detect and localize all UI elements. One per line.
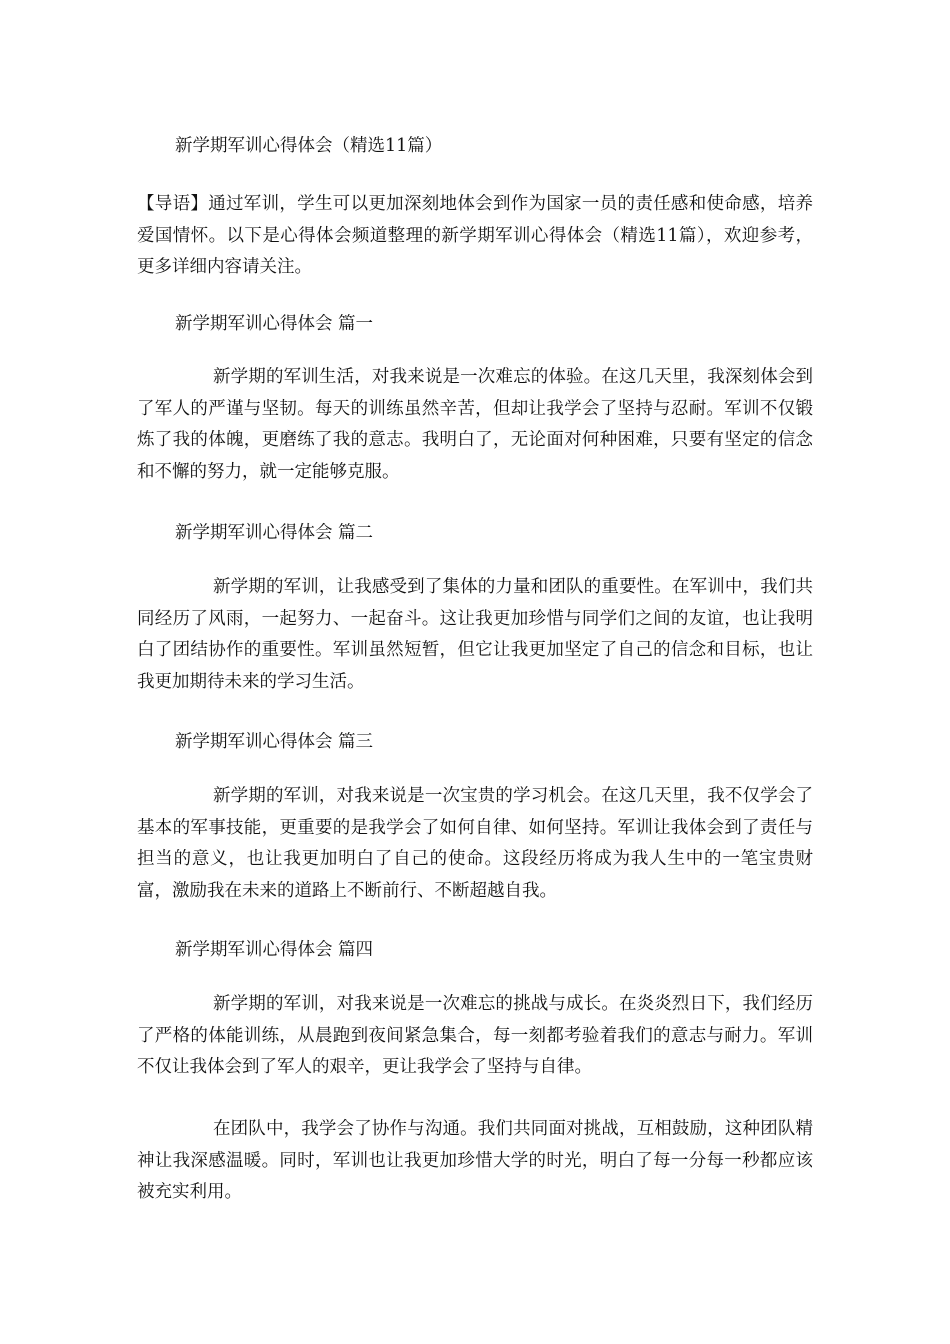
document-title: 新学期军训心得体会（精选11篇）	[175, 136, 443, 156]
section-3-paragraph-1: 新学期的军训，对我来说是一次宝贵的学习机会。在这几天里，我不仅学会了基本的军事技能，更重要的是我学会了如何自律、如何坚持。军训让我体会到了责任与担当的意义，也让我更加明白了自己的使命。这段经历将成为我人生中的一笔宝贵财富，激励我在未来的道路上不断前行、不断超越自我。	[137, 786, 813, 901]
section-heading-4: 新学期军训心得体会 篇四	[175, 940, 374, 960]
section-2-paragraph-1: 新学期的军训，让我感受到了集体的力量和团队的重要性。在军训中，我们共同经历了风雨，一起努力、一起奋斗。这让我更加珍惜与同学们之间的友谊，也让我明白了团结协作的重要性。军训虽然短暂，但它让我更加坚定了自己的信念和目标，也让我更加期待未来的学习生活。	[137, 577, 813, 692]
section-4-paragraph-2: 在团队中，我学会了协作与沟通。我们共同面对挑战，互相鼓励，这种团队精神让我深感温暖。同时，军训也让我更加珍惜大学的时光，明白了每一分每一秒都应该被充实利用。	[137, 1119, 813, 1202]
section-heading-2: 新学期军训心得体会 篇二	[175, 523, 374, 543]
section-1-paragraph-1: 新学期的军训生活，对我来说是一次难忘的体验。在这几天里，我深刻体会到了军人的严谨与坚韧。每天的训练虽然辛苦，但却让我学会了坚持与忍耐。军训不仅锻炼了我的体魄，更磨练了我的意志。我明白了，无论面对何种困难，只要有坚定的信念和不懈的努力，就一定能够克服。	[137, 367, 813, 482]
intro-paragraph: 【导语】通过军训，学生可以更加深刻地体会到作为国家一员的责任感和使命感，培养爱国情怀。以下是心得体会频道整理的新学期军训心得体会（精选11篇），欢迎参考，更多详细内容请关注。	[137, 194, 813, 277]
section-heading-1: 新学期军训心得体会 篇一	[175, 314, 374, 334]
section-heading-3: 新学期军训心得体会 篇三	[175, 732, 374, 752]
section-4-paragraph-1: 新学期的军训，对我来说是一次难忘的挑战与成长。在炎炎烈日下，我们经历了严格的体能训练，从晨跑到夜间紧急集合，每一刻都考验着我们的意志与耐力。军训不仅让我体会到了军人的艰辛，更让我学会了坚持与自律。	[137, 994, 813, 1077]
